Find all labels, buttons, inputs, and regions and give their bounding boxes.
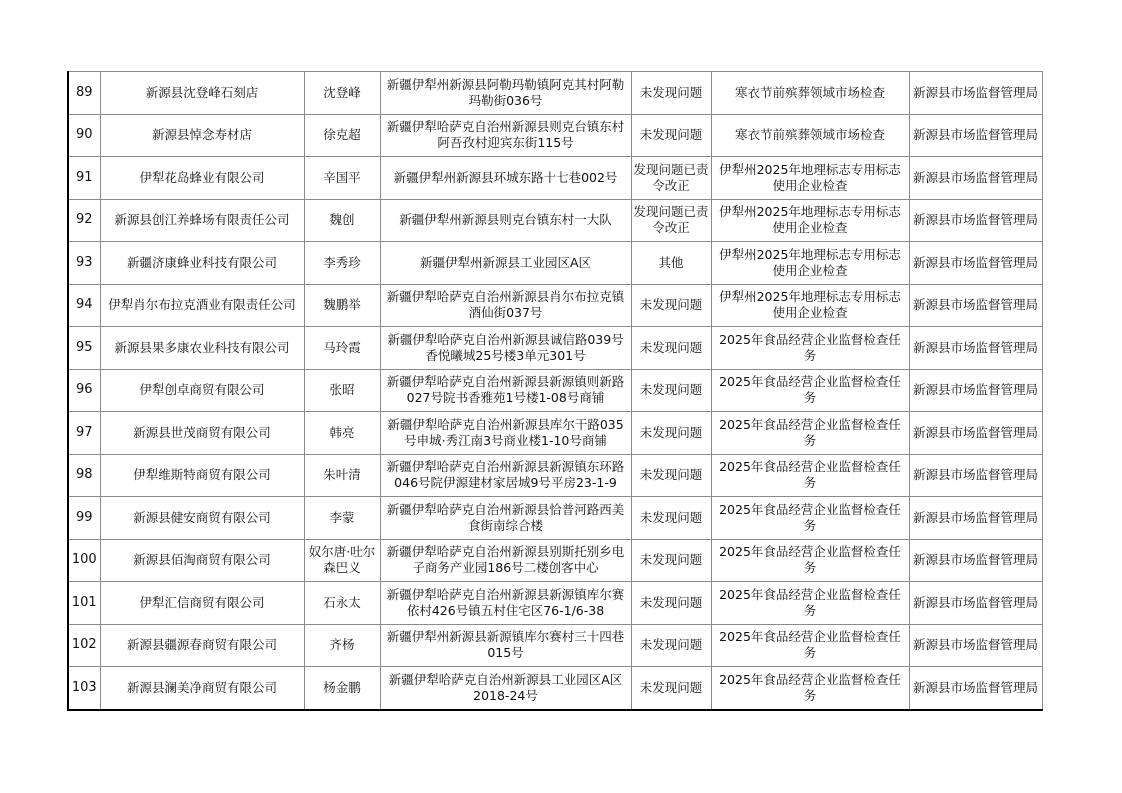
result-cell: 未发现问题 <box>631 454 711 497</box>
task-cell: 寒衣节前殡葬领域市场检查 <box>711 72 909 115</box>
legal-person-cell: 徐克超 <box>304 114 380 157</box>
address-cell: 新疆伊犁州新源县则克台镇东村一大队 <box>380 199 631 242</box>
address-cell: 新疆伊犁哈萨克自治州新源县新源镇东环路046号院伊源建材家居城9号平房23-1-9 <box>380 454 631 497</box>
address-cell: 新疆伊犁州新源县环城东路十七巷002号 <box>380 157 631 200</box>
row-number: 95 <box>68 327 100 370</box>
department-cell: 新源县市场监督管理局 <box>909 199 1042 242</box>
company-name-cell: 伊犁维斯特商贸有限公司 <box>100 454 304 497</box>
company-name-cell: 伊犁肖尔布拉克酒业有限责任公司 <box>100 284 304 327</box>
task-cell: 2025年食品经营企业监督检查任务 <box>711 667 909 710</box>
department-cell: 新源县市场监督管理局 <box>909 624 1042 667</box>
address-cell: 新疆伊犁哈萨克自治州新源县则克台镇东村阿吾孜村迎宾东街115号 <box>380 114 631 157</box>
company-name-cell: 新源县疆源春商贸有限公司 <box>100 624 304 667</box>
address-cell: 新疆伊犁哈萨克自治州新源县肖尔布拉克镇酒仙街037号 <box>380 284 631 327</box>
table-row <box>68 412 1042 455</box>
task-cell: 2025年食品经营企业监督检查任务 <box>711 454 909 497</box>
row-number: 100 <box>68 539 100 582</box>
address-cell: 新疆伊犁州新源县工业园区A区 <box>380 242 631 285</box>
legal-person-cell: 张昭 <box>304 369 380 412</box>
legal-person-cell: 李秀珍 <box>304 242 380 285</box>
address-cell: 新疆伊犁州新源县新源镇库尔赛村三十四巷015号 <box>380 624 631 667</box>
result-cell: 未发现问题 <box>631 114 711 157</box>
row-number: 97 <box>68 412 100 455</box>
table-row <box>68 369 1042 412</box>
task-cell: 伊犁州2025年地理标志专用标志使用企业检查 <box>711 284 909 327</box>
legal-person-cell: 奴尔唐·吐尔森巴义 <box>304 539 380 582</box>
row-number: 98 <box>68 454 100 497</box>
legal-person-cell: 沈登峰 <box>304 72 380 115</box>
table-row <box>68 667 1042 710</box>
company-name-cell: 新源县佰淘商贸有限公司 <box>100 539 304 582</box>
legal-person-cell: 朱叶清 <box>304 454 380 497</box>
task-cell: 2025年食品经营企业监督检查任务 <box>711 327 909 370</box>
table-row <box>68 327 1042 370</box>
row-number: 94 <box>68 284 100 327</box>
task-cell: 寒衣节前殡葬领域市场检查 <box>711 114 909 157</box>
row-number: 93 <box>68 242 100 285</box>
table-row <box>68 114 1042 157</box>
result-cell: 未发现问题 <box>631 72 711 115</box>
row-number: 90 <box>68 114 100 157</box>
table-row <box>68 454 1042 497</box>
result-cell: 未发现问题 <box>631 497 711 540</box>
row-number: 89 <box>68 72 100 115</box>
result-cell: 未发现问题 <box>631 412 711 455</box>
row-number: 103 <box>68 667 100 710</box>
address-cell: 新疆伊犁哈萨克自治州新源县工业园区A区2018-24号 <box>380 667 631 710</box>
company-name-cell: 新源县果多康农业科技有限公司 <box>100 327 304 370</box>
department-cell: 新源县市场监督管理局 <box>909 497 1042 540</box>
address-cell: 新疆伊犁哈萨克自治州新源县别斯托别乡电子商务产业园186号二楼创客中心 <box>380 539 631 582</box>
company-name-cell: 新源县悼念寿材店 <box>100 114 304 157</box>
table-row <box>68 157 1042 200</box>
row-number: 102 <box>68 624 100 667</box>
department-cell: 新源县市场监督管理局 <box>909 539 1042 582</box>
legal-person-cell: 马玲霞 <box>304 327 380 370</box>
row-number: 96 <box>68 369 100 412</box>
row-number: 91 <box>68 157 100 200</box>
table-row <box>68 242 1042 285</box>
company-name-cell: 伊犁花岛蜂业有限公司 <box>100 157 304 200</box>
address-cell: 新疆伊犁哈萨克自治州新源县库尔干路035号申城·秀江南3号商业楼1-10号商铺 <box>380 412 631 455</box>
table-row <box>68 539 1042 582</box>
company-name-cell: 新源县健安商贸有限公司 <box>100 497 304 540</box>
inspection-table <box>67 71 1043 711</box>
legal-person-cell: 魏创 <box>304 199 380 242</box>
legal-person-cell: 齐杨 <box>304 624 380 667</box>
task-cell: 伊犁州2025年地理标志专用标志使用企业检查 <box>711 199 909 242</box>
department-cell: 新源县市场监督管理局 <box>909 284 1042 327</box>
result-cell: 发现问题已责令改正 <box>631 157 711 200</box>
legal-person-cell: 李蒙 <box>304 497 380 540</box>
result-cell: 未发现问题 <box>631 539 711 582</box>
result-cell: 未发现问题 <box>631 284 711 327</box>
company-name-cell: 新源县沈登峰石刻店 <box>100 72 304 115</box>
legal-person-cell: 魏鹏举 <box>304 284 380 327</box>
company-name-cell: 伊犁创卓商贸有限公司 <box>100 369 304 412</box>
result-cell: 未发现问题 <box>631 582 711 625</box>
task-cell: 2025年食品经营企业监督检查任务 <box>711 539 909 582</box>
row-number: 101 <box>68 582 100 625</box>
task-cell: 2025年食品经营企业监督检查任务 <box>711 497 909 540</box>
department-cell: 新源县市场监督管理局 <box>909 114 1042 157</box>
result-cell: 未发现问题 <box>631 667 711 710</box>
department-cell: 新源县市场监督管理局 <box>909 582 1042 625</box>
legal-person-cell: 杨金鹏 <box>304 667 380 710</box>
table-row <box>68 497 1042 540</box>
row-number: 92 <box>68 199 100 242</box>
address-cell: 新疆伊犁州新源县阿勒玛勒镇阿克其村阿勒玛勒街036号 <box>380 72 631 115</box>
task-cell: 2025年食品经营企业监督检查任务 <box>711 624 909 667</box>
result-cell: 未发现问题 <box>631 327 711 370</box>
task-cell: 伊犁州2025年地理标志专用标志使用企业检查 <box>711 157 909 200</box>
department-cell: 新源县市场监督管理局 <box>909 412 1042 455</box>
table-row <box>68 284 1042 327</box>
result-cell: 未发现问题 <box>631 624 711 667</box>
department-cell: 新源县市场监督管理局 <box>909 242 1042 285</box>
address-cell: 新疆伊犁哈萨克自治州新源县诚信路039号香悦曦城25号楼3单元301号 <box>380 327 631 370</box>
department-cell: 新源县市场监督管理局 <box>909 369 1042 412</box>
address-cell: 新疆伊犁哈萨克自治州新源县新源镇库尔赛依村426号镇五村住宅区76-1/6-38 <box>380 582 631 625</box>
department-cell: 新源县市场监督管理局 <box>909 72 1042 115</box>
address-cell: 新疆伊犁哈萨克自治州新源县恰普河路西美食街南综合楼 <box>380 497 631 540</box>
row-number: 99 <box>68 497 100 540</box>
company-name-cell: 新疆济康蜂业科技有限公司 <box>100 242 304 285</box>
task-cell: 2025年食品经营企业监督检查任务 <box>711 582 909 625</box>
result-cell: 其他 <box>631 242 711 285</box>
table-row <box>68 624 1042 667</box>
department-cell: 新源县市场监督管理局 <box>909 667 1042 710</box>
company-name-cell: 新源县创江养蜂场有限责任公司 <box>100 199 304 242</box>
table-row <box>68 199 1042 242</box>
address-cell: 新疆伊犁哈萨克自治州新源县新源镇则新路027号院书香雅苑1号楼1-08号商铺 <box>380 369 631 412</box>
result-cell: 发现问题已责令改正 <box>631 199 711 242</box>
table-row <box>68 582 1042 625</box>
company-name-cell: 伊犁汇信商贸有限公司 <box>100 582 304 625</box>
table-row <box>68 72 1042 115</box>
task-cell: 2025年食品经营企业监督检查任务 <box>711 412 909 455</box>
company-name-cell: 新源县世茂商贸有限公司 <box>100 412 304 455</box>
legal-person-cell: 辛国平 <box>304 157 380 200</box>
department-cell: 新源县市场监督管理局 <box>909 454 1042 497</box>
department-cell: 新源县市场监督管理局 <box>909 327 1042 370</box>
table-body <box>68 72 1042 710</box>
company-name-cell: 新源县澜美净商贸有限公司 <box>100 667 304 710</box>
department-cell: 新源县市场监督管理局 <box>909 157 1042 200</box>
result-cell: 未发现问题 <box>631 369 711 412</box>
legal-person-cell: 石永太 <box>304 582 380 625</box>
task-cell: 伊犁州2025年地理标志专用标志使用企业检查 <box>711 242 909 285</box>
legal-person-cell: 韩亮 <box>304 412 380 455</box>
task-cell: 2025年食品经营企业监督检查任务 <box>711 369 909 412</box>
